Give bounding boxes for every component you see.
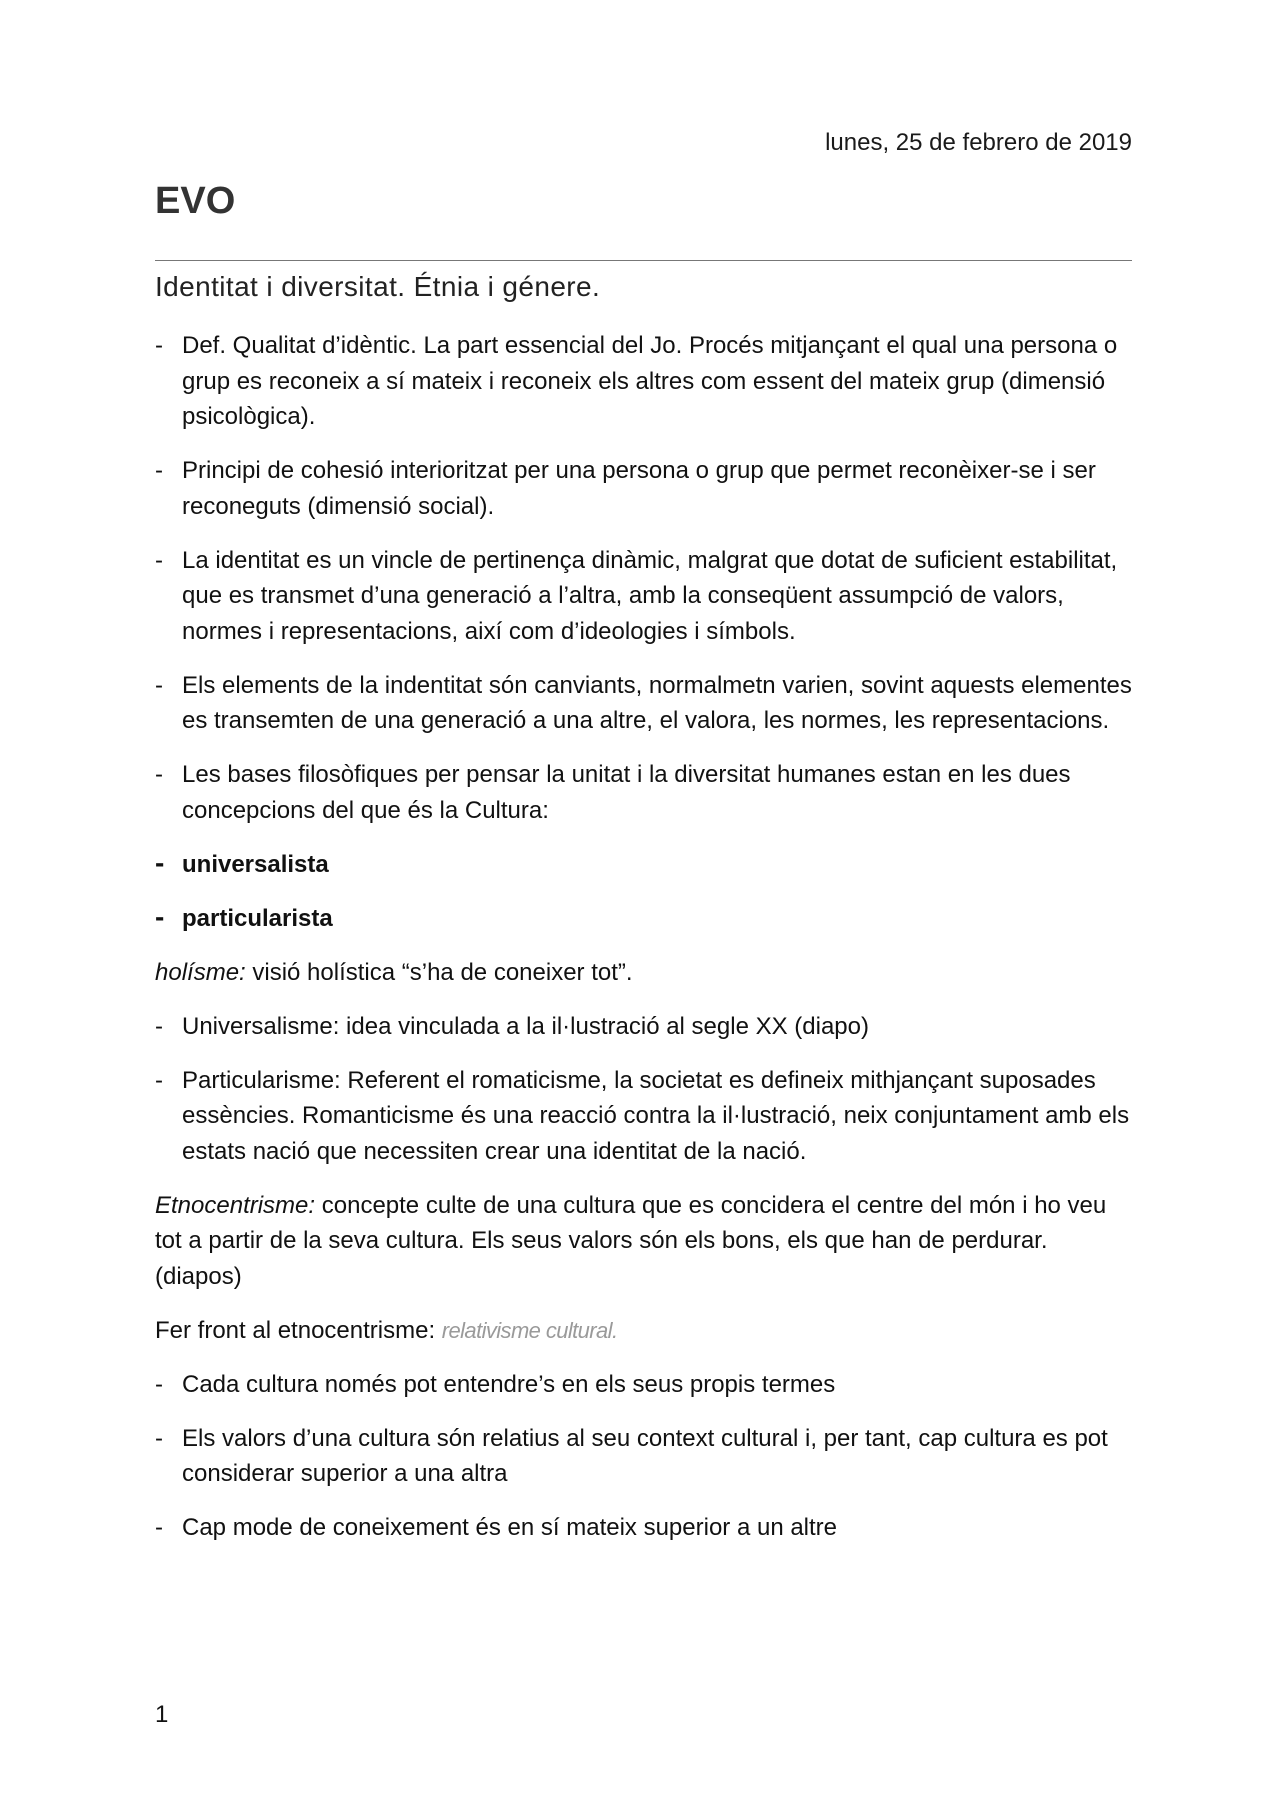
list-item [155, 453, 1132, 524]
section-heading: Identitat i diversitat. Étnia i génere. [155, 271, 601, 302]
date-line: lunes, 25 de febrero de 2019 [825, 129, 1132, 156]
relativism-text: Fer front al etnocentrisme: [155, 1316, 442, 1344]
list-item-text: Cap mode de coneixement és en sí mateix superior a un altre [182, 1514, 838, 1541]
ethnocentrism-paragraph [155, 1188, 1132, 1295]
list-item-text: Principi de cohesió interioritzat per una persona o grup que permet reconèixer-se i ser reconeguts (dimensió social). [182, 457, 1096, 520]
list-item [155, 1009, 1132, 1045]
bullet-dash: - [155, 1424, 163, 1452]
list-item [155, 757, 1132, 828]
list-item-text: particularista [182, 904, 333, 932]
ethnocentrism-text: concepte culte de una cultura que es concidera el centre del món i ho veu tot a partir de la seva cultura. Els seus valors són els bons, els que han de perdurar. (diapos) [155, 1191, 1107, 1290]
bullet-dash: - [155, 761, 163, 788]
list-item-text: Def. Qualitat d’idèntic. La part essencial del Jo. Procés mitjançant el qual una persona o grup es reconeix a sí mateix i reconeix els altres com essent del mateix grup (dimensió psicològica). [182, 332, 1118, 430]
list-item [155, 668, 1132, 739]
list-item-text: Els valors d’una cultura són relatius al seu context cultural i, per tant, cap cultura es pot considerar superior a una altra [182, 1424, 1108, 1487]
bold-list-item [155, 901, 1132, 937]
list-item [155, 1063, 1132, 1170]
ethnocentrism-term: Etnocentrisme: [155, 1191, 316, 1219]
list-item-text: Cada cultura només pot entendre’s en els seus propis termes [182, 1370, 836, 1398]
bullet-dash: - [155, 546, 163, 574]
list-item [155, 328, 1132, 435]
page-number: 1 [155, 1701, 169, 1728]
bold-list-item [155, 847, 1132, 883]
relativism-paragraph [155, 1313, 1132, 1349]
list-item-text: Universalisme: idea vinculada a la il·lustració al segle XX (diapo) [182, 1012, 869, 1040]
bullet-dash: - [155, 846, 165, 878]
bullet-dash: - [155, 1370, 163, 1398]
bullet-dash: - [155, 1514, 163, 1541]
list-item-text: Les bases filosòfiques per pensar la unitat i la diversitat humanes estan en les dues concepcions del que és la Cultura: [182, 761, 1071, 824]
bullet-dash: - [155, 671, 163, 699]
holism-text: visió holística “s’ha de coneixer tot”. [245, 958, 633, 986]
relativism-term: relativisme cultural. [441, 1317, 618, 1343]
list-item-text: La identitat es un vincle de pertinença dinàmic, malgrat que dotat de suficient estabilitat, que es transmet d’una generació a l’altra, amb la conseqüent assumpció de valors, normes i representacions, així com d’ideologies i símbols. [182, 546, 1118, 645]
list-item-text: Particularisme: Referent el romaticisme, la societat es defineix mithjançant suposades essències. Romanticisme és una reacció contra la il·lustració, neix conjuntament amb els estats nació que necessiten crear una identitat de la nació. [182, 1066, 1130, 1165]
bullet-dash: - [155, 457, 163, 484]
list-item-text: universalista [182, 850, 329, 878]
holism-term: holísme: [155, 958, 246, 986]
document-title: EVO [155, 180, 236, 222]
bullet-dash: - [155, 332, 163, 359]
list-item [155, 1510, 1132, 1546]
document-page [155, 0, 1132, 1811]
list-item [155, 1367, 1132, 1403]
list-item [155, 1421, 1132, 1492]
list-item [155, 543, 1132, 650]
bullet-dash: - [155, 1066, 163, 1094]
notes-body [155, 328, 1132, 1564]
bullet-dash: - [155, 1012, 163, 1040]
list-item-text: Els elements de la indentitat són canviants, normalmetn varien, sovint aquests elementes es transemten de una generació a una altre, el valora, les normes, les representacions. [182, 671, 1132, 734]
bullet-dash: - [155, 900, 165, 932]
title-divider [155, 260, 1132, 261]
holism-paragraph [155, 955, 1132, 991]
